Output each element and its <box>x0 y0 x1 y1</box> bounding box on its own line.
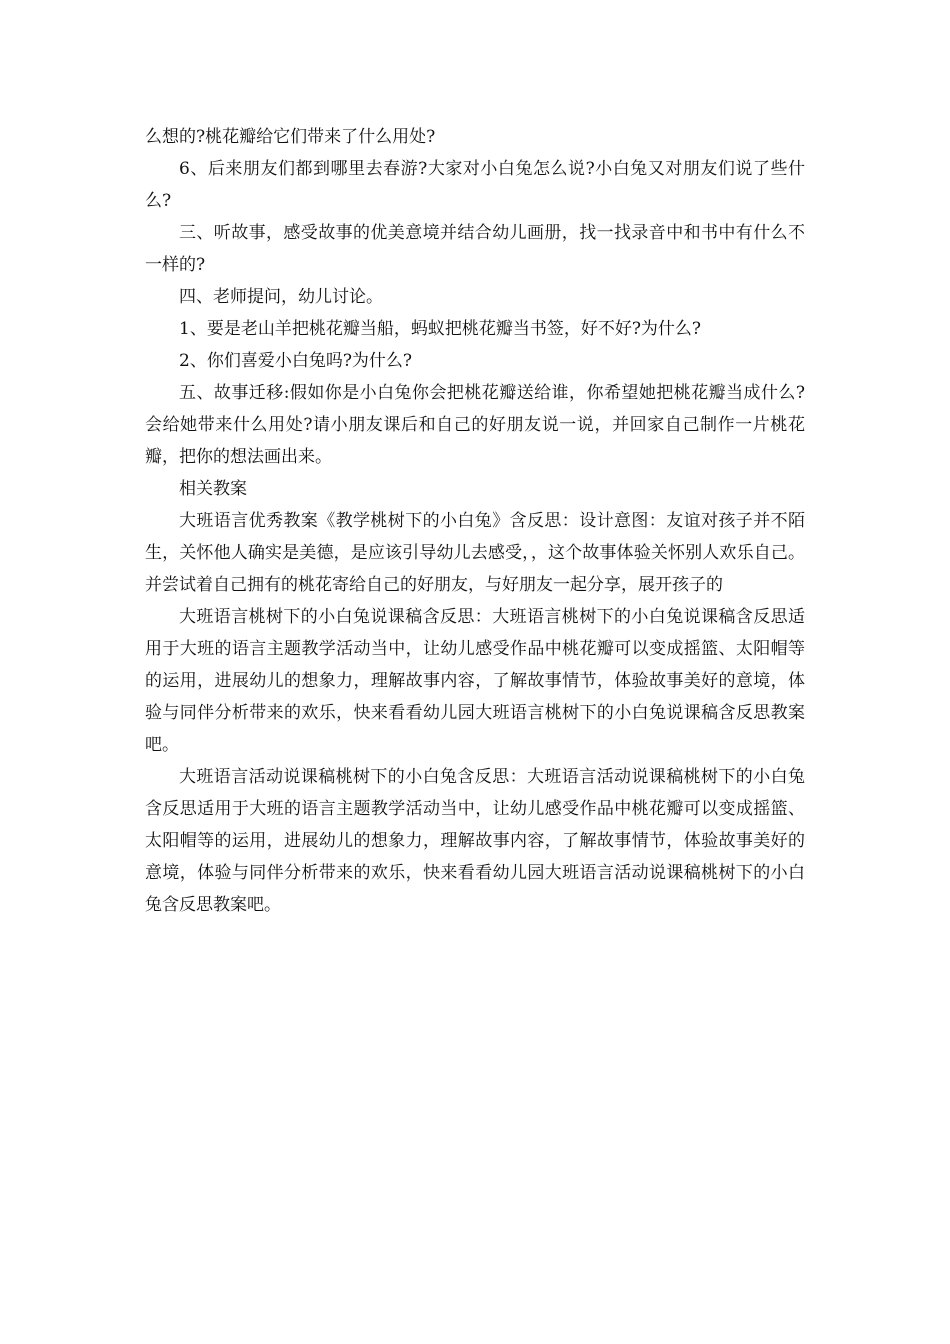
paragraph-continuation: 么想的?桃花瓣给它们带来了什么用处? <box>145 127 436 147</box>
paragraph-section-4: 四、老师提问，幼儿讨论。 <box>179 287 383 307</box>
document-body <box>145 121 805 921</box>
paragraph-section-3: 三、听故事，感受故事的优美意境并结合幼儿画册，找一找录音中和书中有什么不一样的? <box>145 223 805 275</box>
paragraph-section-5: 五、故事迁移:假如你是小白兔你会把桃花瓣送给谁，你希望她把桃花瓣当成什么?会给她带来什么用处?请小朋友课后和自己的好朋友说一说，并回家自己制作一片桃花瓣，把你的想法画出来。 <box>145 383 805 467</box>
paragraph-question-2: 2、你们喜爱小白兔吗?为什么? <box>179 351 413 371</box>
related-item-1: 大班语言优秀教案《教学桃树下的小白兔》含反思：设计意图：友谊对孩子并不陌生，关怀他人确实是美德，是应该引导幼儿去感受，，这个故事体验关怀别人欢乐自己。并尝试着自己拥有的桃花寄给自己的好朋友，与好朋友一起分享，展开孩子的 <box>145 511 805 595</box>
related-item-2: 大班语言桃树下的小白兔说课稿含反思：大班语言桃树下的小白兔说课稿含反思适用于大班的语言主题教学活动当中，让幼儿感受作品中桃花瓣可以变成摇篮、太阳帽等的运用，进展幼儿的想象力，理解故事内容，了解故事情节，体验故事美好的意境，体验与同伴分析带来的欢乐，快来看看幼儿园大班语言桃树下的小白兔说课稿含反思教案吧。 <box>145 607 805 755</box>
related-heading: 相关教案 <box>179 479 247 499</box>
paragraph-question-1: 1、要是老山羊把桃花瓣当船，蚂蚁把桃花瓣当书签，好不好?为什么? <box>179 319 702 339</box>
related-item-3: 大班语言活动说课稿桃树下的小白兔含反思：大班语言活动说课稿桃树下的小白兔含反思适用于大班的语言主题教学活动当中，让幼儿感受作品中桃花瓣可以变成摇篮、太阳帽等的运用，进展幼儿的想象力，理解故事内容，了解故事情节，体验故事美好的意境，体验与同伴分析带来的欢乐，快来看看幼儿园大班语言活动说课稿桃树下的小白兔含反思教案吧。 <box>145 767 805 915</box>
paragraph-question-6: 6、后来朋友们都到哪里去春游?大家对小白兔怎么说?小白兔又对朋友们说了些什么? <box>145 159 805 211</box>
